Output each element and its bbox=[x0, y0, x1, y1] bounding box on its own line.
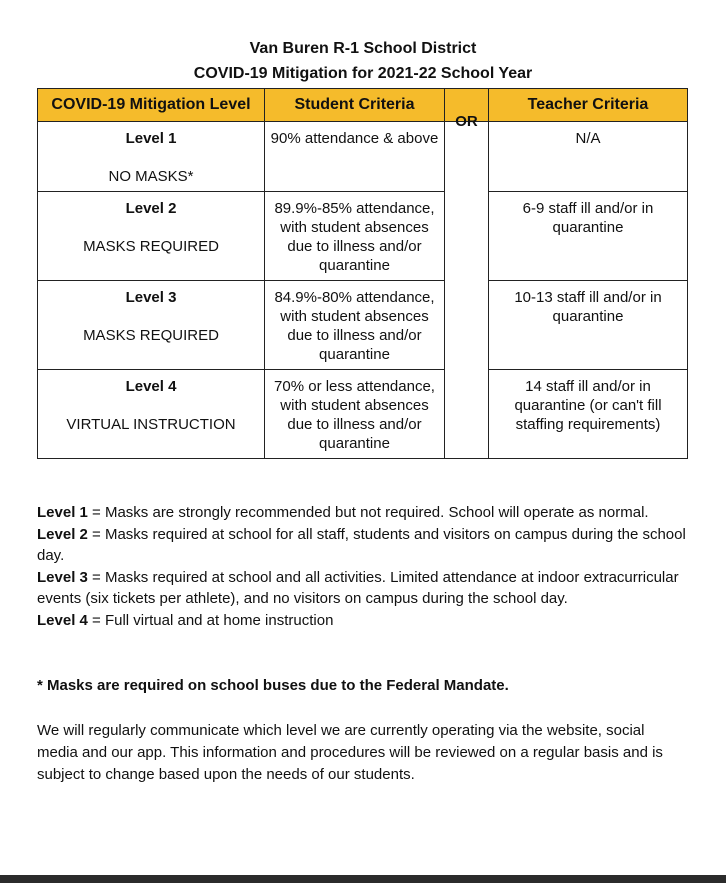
note-text: = Masks are strongly recommended but not required. School will operate as normal. bbox=[87, 504, 649, 521]
note-level-2 bbox=[37, 524, 687, 567]
student-criteria-text: 90% attendance & above bbox=[270, 130, 439, 147]
or-label: OR bbox=[455, 113, 478, 130]
level-mask-status: VIRTUAL INSTRUCTION bbox=[66, 416, 236, 433]
student-criteria-cell bbox=[265, 370, 445, 459]
level-name: Level 1 bbox=[125, 130, 177, 147]
level-cell bbox=[38, 192, 265, 281]
level-cell bbox=[38, 122, 265, 192]
level-name: Level 4 bbox=[125, 378, 177, 395]
note-label: Level 4 bbox=[37, 611, 88, 629]
teacher-criteria-cell bbox=[489, 122, 688, 192]
note-level-3 bbox=[37, 567, 687, 610]
teacher-criteria-text: 6-9 staff ill and/or in quarantine bbox=[522, 200, 654, 236]
footer-bar bbox=[0, 875, 726, 883]
level-name: Level 2 bbox=[125, 200, 177, 217]
note-level-1 bbox=[37, 502, 687, 524]
note-text: = Full virtual and at home instruction bbox=[87, 611, 334, 629]
bus-mask-mandate-note: * Masks are required on school buses due to the Federal Mandate. bbox=[37, 677, 509, 694]
table-row bbox=[38, 122, 688, 192]
header-teacher-criteria: Teacher Criteria bbox=[489, 89, 688, 122]
student-criteria-text: 84.9%-80% attendance, with student absences due to illness and/or quarantine bbox=[274, 289, 435, 363]
table-row bbox=[38, 281, 688, 370]
header-student-criteria: Student Criteria bbox=[265, 89, 445, 122]
level-name: Level 3 bbox=[125, 289, 177, 306]
teacher-criteria-cell bbox=[489, 192, 688, 281]
table-header-row bbox=[38, 89, 688, 122]
mitigation-table bbox=[37, 88, 688, 459]
note-label: Level 1 bbox=[37, 504, 88, 521]
note-label: Level 3 bbox=[37, 568, 88, 586]
student-criteria-cell bbox=[265, 122, 445, 192]
student-criteria-text: 70% or less attendance, with student absences due to illness and/or quarantine bbox=[274, 378, 435, 452]
level-cell bbox=[38, 281, 265, 370]
level-cell bbox=[38, 370, 265, 459]
note-text: = Masks required at school and all activities. Limited attendance at indoor extracurricular events (six tickets per athlete), and no visitors on campus during the school day. bbox=[37, 568, 679, 607]
teacher-criteria-cell bbox=[489, 370, 688, 459]
table-row bbox=[38, 370, 688, 459]
teacher-criteria-text: 14 staff ill and/or in quarantine (or can't fill staffing requirements) bbox=[514, 378, 662, 433]
closing-paragraph: We will regularly communicate which level we are currently operating via the website, social media and our app. This information and procedures will be reviewed on a regular basis and is subject to change based upon the needs of our students. bbox=[37, 722, 663, 783]
student-criteria-cell bbox=[265, 192, 445, 281]
or-divider-cell bbox=[445, 113, 489, 459]
note-level-4 bbox=[37, 610, 687, 632]
student-criteria-text: 89.9%-85% attendance, with student absences due to illness and/or quarantine bbox=[274, 200, 435, 274]
level-mask-status: MASKS REQUIRED bbox=[83, 238, 219, 255]
level-mask-status: MASKS REQUIRED bbox=[83, 327, 219, 344]
table-row bbox=[38, 192, 688, 281]
teacher-criteria-text: 10-13 staff ill and/or in quarantine bbox=[514, 289, 662, 325]
note-text: = Masks required at school for all staff, students and visitors on campus during the school day. bbox=[37, 525, 686, 564]
document-subtitle: COVID-19 Mitigation for 2021-22 School Year bbox=[193, 65, 533, 82]
teacher-criteria-text: N/A bbox=[575, 130, 601, 147]
level-mask-status: NO MASKS* bbox=[108, 168, 194, 185]
header-mitigation-level: COVID-19 Mitigation Level bbox=[38, 89, 265, 122]
document-title: Van Buren R-1 School District bbox=[249, 40, 477, 57]
student-criteria-cell bbox=[265, 281, 445, 370]
level-notes bbox=[37, 502, 687, 631]
teacher-criteria-cell bbox=[489, 281, 688, 370]
note-label: Level 2 bbox=[37, 525, 88, 543]
